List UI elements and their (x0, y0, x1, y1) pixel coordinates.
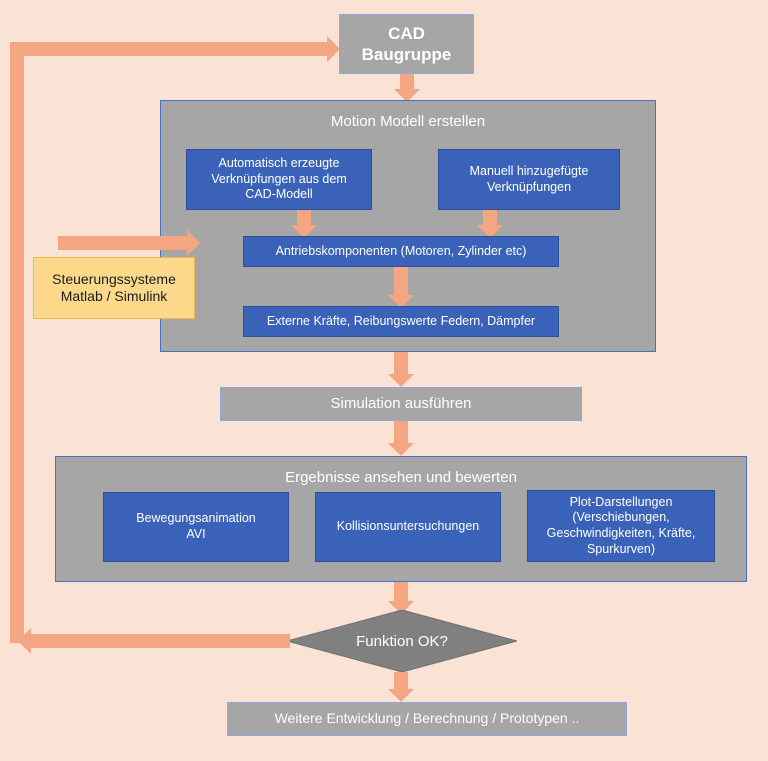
node-further-development[interactable] (227, 702, 627, 736)
arrow-drive-to-forces (387, 267, 415, 308)
node-result-plots[interactable] (527, 490, 715, 562)
group-motion-model-title: Motion Modell erstellen (330, 113, 486, 130)
result-plots-line4: Spurkurven) (586, 541, 656, 556)
node-cad-baugruppe[interactable] (339, 14, 474, 74)
auto-links-line3: CAD-Modell (245, 187, 313, 202)
result-plots-line1: Plot-Darstellungen (569, 494, 673, 509)
node-control-systems[interactable] (33, 257, 195, 319)
result-plots-line3: Geschwindigkeiten, Kräfte, (546, 526, 696, 540)
node-external-forces[interactable] (243, 306, 559, 337)
node-run-simulation[interactable] (220, 387, 582, 421)
arrow-cad-to-motion (392, 74, 422, 102)
node-decision-function-ok[interactable] (287, 610, 517, 672)
run-simulation-label: Simulation ausführen (330, 394, 472, 412)
arrow-control-to-drive (58, 230, 200, 256)
drive-components-label: Antriebskomponenten (Motoren, Zylinder etc) (275, 243, 527, 258)
arrow-simulation-to-results (387, 421, 415, 456)
arrow-decision-to-further (387, 672, 415, 702)
cad-label-line2: Baugruppe (361, 45, 452, 64)
decision-label: Funktion OK? (356, 632, 448, 650)
result-collision-label: Kollisionsuntersuchungen (336, 519, 480, 534)
auto-links-line2: Verknüpfungen aus dem (211, 171, 347, 186)
arrow-motion-to-simulation (387, 352, 415, 387)
manual-links-line2: Verknüpfungen (486, 179, 572, 194)
feedback-arrow-to-cad (10, 36, 340, 62)
node-result-animation[interactable] (103, 492, 289, 562)
control-systems-line2: Matlab / Simulink (60, 288, 168, 304)
feedback-loop-left-rail (10, 43, 24, 643)
result-plots-line2: (Verschiebungen, (572, 510, 670, 525)
node-auto-links[interactable] (186, 149, 372, 210)
group-results-title: Ergebnisse ansehen und bewerten (285, 469, 517, 486)
auto-links-line1: Automatisch erzeugte (218, 156, 340, 171)
further-development-label: Weitere Entwicklung / Berechnung / Prototypen .. (274, 710, 580, 727)
result-animation-line2: AVI (186, 527, 206, 541)
control-systems-line1: Steuerungssysteme (52, 270, 176, 287)
cad-label-line1: CAD (388, 23, 425, 43)
external-forces-label: Externe Kräfte, Reibungswerte Federn, Dämpfer (266, 313, 536, 328)
node-result-collision[interactable] (315, 492, 501, 562)
arrow-decision-feedback-left (18, 628, 290, 654)
node-manual-links[interactable] (438, 149, 620, 210)
arrow-manual-links-down (476, 210, 504, 238)
manual-links-line1: Manuell hinzugefügte (469, 163, 589, 178)
result-animation-line1: Bewegungsanimation (136, 511, 256, 526)
arrow-auto-links-down (290, 210, 318, 238)
node-drive-components[interactable] (243, 236, 559, 267)
